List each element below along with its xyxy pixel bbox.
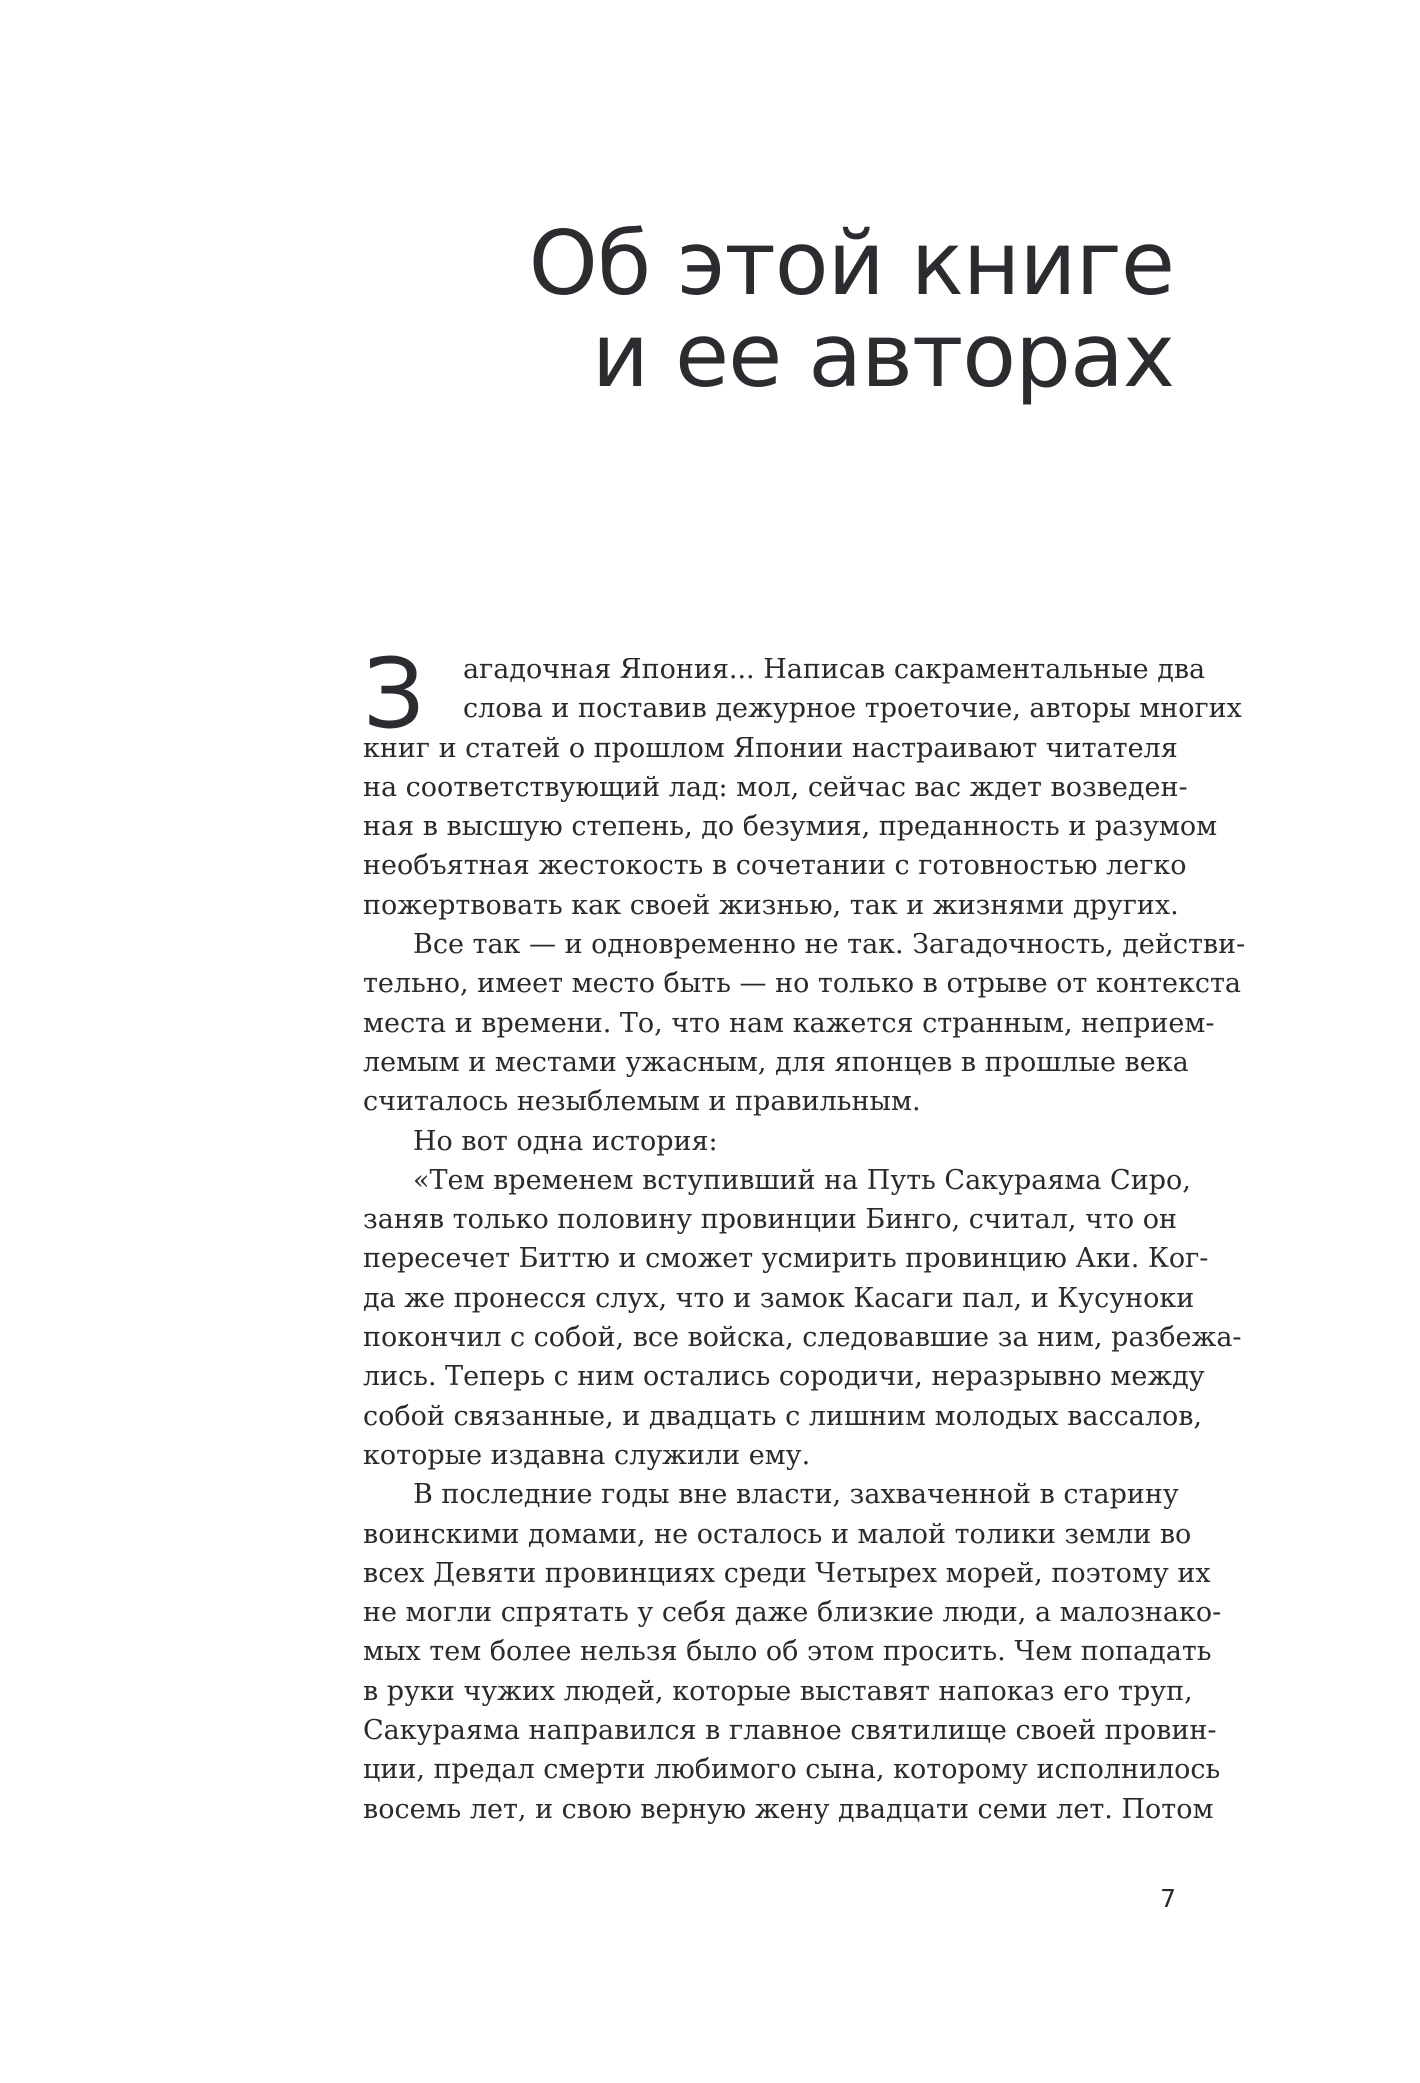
chapter-title-line-2: и ее авторах [591,304,1174,407]
text-line: да же пронесся слух, что и замок Касаги пал, и Кусуноки [363,1282,1195,1314]
chapter-title-line-1: Об этой книге [528,212,1174,315]
page-number: 7 [1160,1884,1176,1913]
text-line: ная в высшую степень, до безумия, преданность и разумом [363,811,1218,843]
text-line: Все так — и одновременно не так. Загадочность, действи- [413,929,1246,961]
chapter-body [363,638,1246,1829]
text-line: пожертвовать как своей жизнью, так и жизнями других. [363,889,1179,921]
text-line: ции, предал смерти любимого сына, которому исполнилось [363,1754,1221,1786]
text-line: не могли спрятать у себя даже близкие люди, а малознако- [363,1597,1222,1629]
text-line: собой связанные, и двадцать с лишним молодых вассалов, [363,1400,1203,1432]
text-line: агадочная Япония... Написав сакраментальные два [463,654,1206,685]
text-line: лись. Теперь с ним остались сородичи, неразрывно между [363,1361,1205,1393]
text-line: на соответствующий лад: мол, сейчас вас ждет возведен- [363,771,1188,803]
text-line: книг и статей о прошлом Японии настраивают читателя [363,732,1178,764]
text-line: покончил с собой, все войска, следовавшие за ним, разбежа- [363,1322,1242,1354]
text-line: Но вот одна история: [413,1125,718,1157]
text-line: мых тем более нельзя было об этом просить. Чем попадать [363,1636,1212,1668]
text-line: считалось незыблемым и правильным. [363,1086,921,1118]
text-line: в руки чужих людей, которые выставят напоказ его труп, [363,1675,1193,1707]
text-line: В последние годы вне власти, захваченной в старину [413,1479,1179,1511]
text-line: лемым и местами ужасным, для японцев в прошлые века [363,1046,1189,1078]
drop-cap: З [363,638,425,750]
text-line: необъятная жестокость в сочетании с готовностью легко [363,850,1187,882]
text-line: тельно, имеет место быть — но только в отрыве от контекста [363,968,1242,1000]
text-line: места и времени. То, что нам кажется странным, неприем- [363,1007,1215,1039]
text-line: Сакураяма направился в главное святилище своей провин- [363,1715,1217,1747]
chapter-title [274,212,1174,407]
text-line: воинскими домами, не осталось и малой толики земли во [363,1518,1192,1550]
text-line: заняв только половину провинции Бинго, считал, что он [363,1204,1177,1236]
text-line: восемь лет, и свою верную жену двадцати семи лет. Потом [363,1793,1214,1825]
text-line: пересечет Биттю и сможет усмирить провинцию Аки. Ког- [363,1243,1209,1275]
text-line: всех Девяти провинциях среди Четырех морей, поэтому их [363,1557,1211,1589]
text-line: слова и поставив дежурное троеточие, авторы многих [463,693,1242,725]
text-line: «Тем временем вступивший на Путь Сакураяма Сиро, [413,1164,1191,1196]
text-line: которые издавна служили ему. [363,1439,811,1471]
